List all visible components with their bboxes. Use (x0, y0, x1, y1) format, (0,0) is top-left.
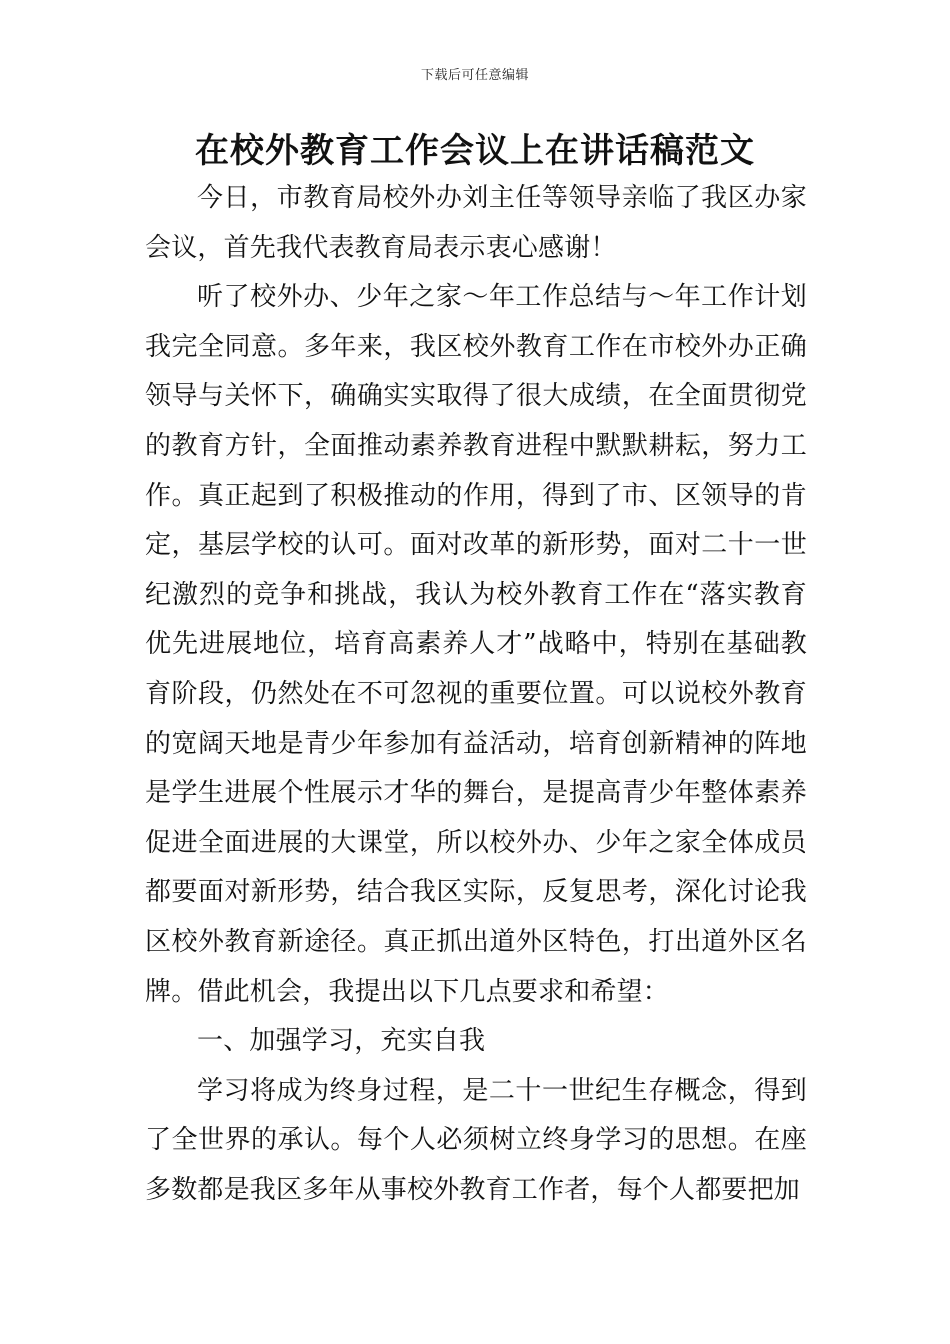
document-title: 在校外教育工作会议上在讲话稿范文 (195, 131, 755, 171)
header-note: 下载后可任意编辑 (420, 68, 529, 83)
paragraph-main: 听了校外办、少年之家～年工作总结与～年工作计划我完全同意。多年来，我区校外教育工作在市校外办正确领导与关怀下，确确实实取得了很大成绩，在全面贯彻党的教育方针，全面推动素养教育进程中默默耕耘，努力工作。真正起到了积极推动的作用，得到了市、区领导的肯定，基层学校的认可。面对改革的新形势，面对二十一世纪激烈的竞争和挑战，我认为校外教育工作在“落实教育优先进展地位，培育高素养人才”战略中，特别在基础教育阶段，仍然处在不可忽视的重要位置。可以说校外教育的宽阔天地是青少年参加有益活动，培育创新精神的阵地是学生进展个性展示才华的舞台，是提高青少年整体素养促进全面进展的大课堂，所以校外办、少年之家全体成员都要面对新形势，结合我区实际，反复思考，深化讨论我区校外教育新途径。真正抓出道外区特色，打出道外区名牌。借此机会，我提出以下几点要求和希望： (145, 282, 807, 1007)
paragraph-opening: 今日，市教育局校外办刘主任等领导亲临了我区办家会议，首先我代表教育局表示衷心感谢！ (145, 183, 807, 263)
section-heading-1: 一、加强学习，充实自我 (197, 1026, 486, 1057)
paragraph-section-1: 学习将成为终身过程，是二十一世纪生存概念，得到了全世界的承认。每个人必须树立终身学习的思想。在座多数都是我区多年从事校外教育工作者，每个人都要把加 (145, 1075, 807, 1205)
document-body (145, 174, 807, 1215)
